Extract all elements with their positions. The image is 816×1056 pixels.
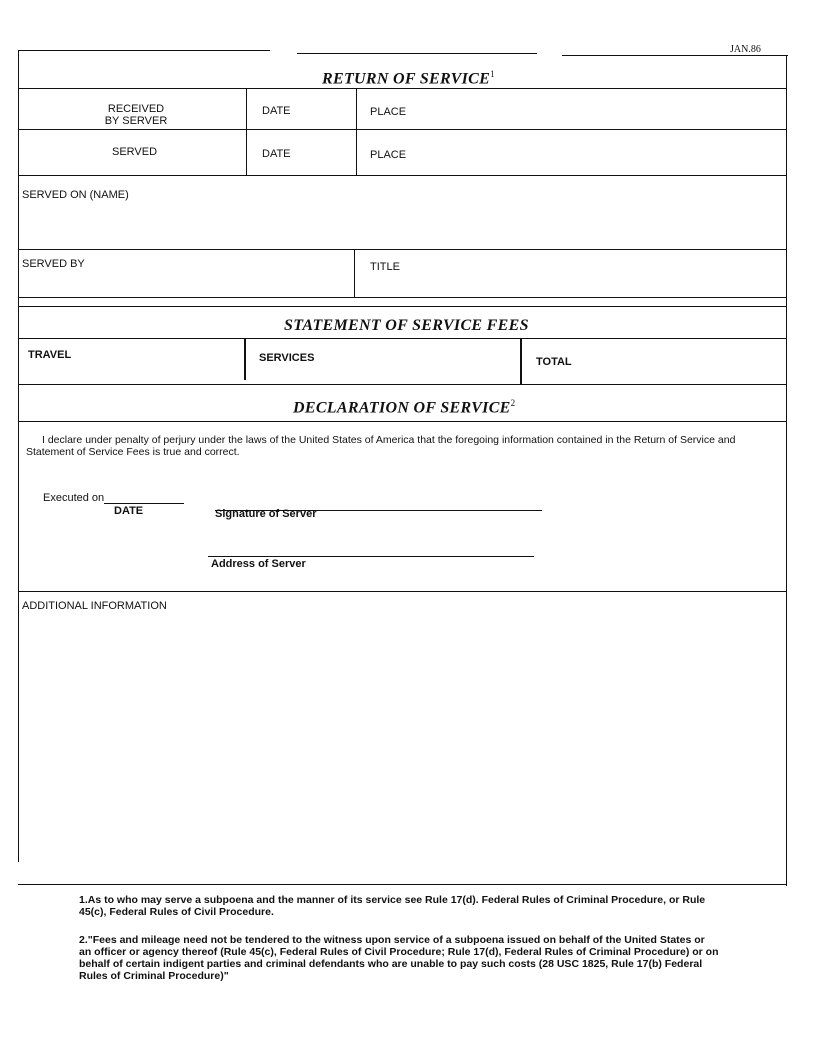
rule-below-return-heading <box>18 88 787 89</box>
additional-information-label: ADDITIONAL INFORMATION <box>22 600 167 612</box>
served-place-label: PLACE <box>370 149 407 161</box>
rule-below-fees-heading <box>18 338 787 339</box>
rule-below-served-by <box>18 297 787 298</box>
served-by-label: SERVED BY <box>22 258 85 270</box>
divider-total-left <box>520 338 522 384</box>
executed-on-label: Executed on <box>43 492 105 504</box>
divider-title-left <box>354 249 355 298</box>
address-line <box>208 556 534 557</box>
total-label: TOTAL <box>536 356 572 368</box>
return-of-service-heading: RETURN OF SERVICE$^1$ <box>322 69 495 88</box>
title-label: TITLE <box>370 261 400 273</box>
rule-below-declaration-heading <box>18 421 787 422</box>
rule-below-received <box>18 129 787 130</box>
received-date-label: DATE <box>262 105 291 117</box>
executed-on-date-line <box>104 503 184 504</box>
top-rule-middle <box>297 53 537 54</box>
top-rule-left <box>18 50 270 51</box>
divider-services-left <box>244 338 246 380</box>
frame-right <box>786 55 787 886</box>
rule-above-fees-heading <box>18 306 787 307</box>
address-caption: Address of Server <box>211 558 306 570</box>
form-code: JAN.86 <box>730 44 761 55</box>
rule-below-served-on <box>18 249 787 250</box>
footnote-2: 2."Fees and mileage need not be tendered to the witness upon service of a subpoena issued on behalf of the United States or an officer or agency thereof (Rule 45(c), Federal Rules of Civil Procedure; Rule 17(d), Federal Rules of Criminal Procedure) or on behalf of certain indigent parties and criminal defendants who are unable to pay such costs (28 USC 1825, Rule 17(b) Federal Rules of Criminal Procedure)" <box>79 934 719 982</box>
received-by-server-label: RECEIVED BY SERVER <box>104 103 168 127</box>
served-on-label: SERVED ON (NAME) <box>22 189 129 201</box>
fees-heading: STATEMENT OF SERVICE FEES <box>284 317 529 334</box>
received-place-label: PLACE <box>370 106 407 118</box>
divider-place-left <box>356 88 357 176</box>
declaration-heading: DECLARATION OF SERVICE$^2$ <box>293 398 516 417</box>
rule-below-fees <box>18 384 787 385</box>
rule-above-additional <box>18 591 787 592</box>
rule-below-served <box>18 175 787 176</box>
declaration-text: I declare under penalty of perjury under the laws of the United States of America that the foregoing information contained in the Return of Service and Statement of Service Fees is true and correct. <box>26 434 736 458</box>
divider-date-left <box>246 88 247 176</box>
frame-bottom <box>18 884 787 885</box>
top-rule-right <box>562 55 788 56</box>
served-date-label: DATE <box>262 148 291 160</box>
served-label: SERVED <box>112 146 158 158</box>
signature-caption: Signature of Server <box>215 508 317 520</box>
travel-label: TRAVEL <box>28 349 72 361</box>
footnote-1: 1.As to who may serve a subpoena and the manner of its service see Rule 17(d). Federal Rules of Criminal Procedure, or Rule 45(c), Federal Rules of Civil Procedure. <box>79 894 706 918</box>
date-caption: DATE <box>114 505 144 517</box>
services-label: SERVICES <box>259 352 315 364</box>
frame-left <box>18 50 19 862</box>
